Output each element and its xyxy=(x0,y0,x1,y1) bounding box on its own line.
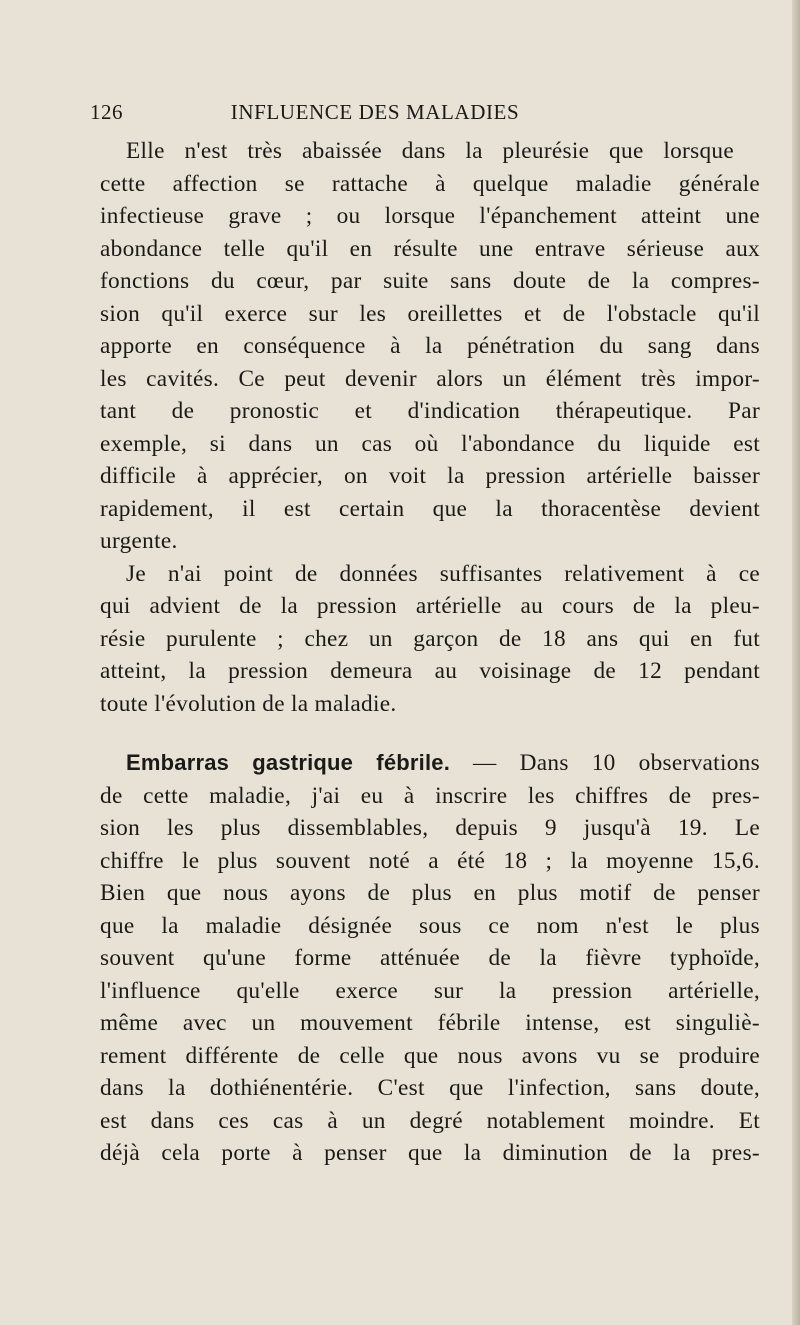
text-line: sion les plus dissemblables, depuis 9 jusqu'à 19. Le xyxy=(100,815,760,841)
text-line: tant de pronostic et d'indication thérapeutique. Par xyxy=(100,398,760,424)
text-line: apporte en conséquence à la pénétration du sang dans xyxy=(100,333,760,359)
text-line: l'influence qu'elle exerce sur la pression artérielle, xyxy=(100,977,760,1004)
section-first-line-text: — Dans 10 observations xyxy=(450,750,760,776)
text-line: dans la dothiénentérie. C'est que l'infection, sans doute, xyxy=(100,1075,760,1101)
paragraph-pleuresie xyxy=(100,135,760,558)
section-embarras-gastrique xyxy=(100,747,760,1170)
text-line: chiffre le plus souvent noté a été 18 ; la moyenne 15,6. xyxy=(100,847,760,874)
text-line: abondance telle qu'il en résulte une entrave sérieuse aux xyxy=(100,235,760,262)
text-line: Bien que nous ayons de plus en plus motif de penser xyxy=(100,880,760,906)
text-line: que la maladie désignée sous ce nom n'est le plus xyxy=(100,912,760,939)
text-line: Je n'ai point de données suffisantes relativement à ce xyxy=(126,560,760,587)
text-line: rapidement, il est certain que la thoracentèse devient xyxy=(100,495,760,522)
text-line: sion qu'il exerce sur les oreillettes et de l'obstacle qu'il xyxy=(100,300,760,327)
paragraph-pleuresie-purulente xyxy=(100,558,760,721)
text-line: urgente. xyxy=(100,528,178,554)
text-line: est dans ces cas à un degré notablement moindre. Et xyxy=(100,1107,760,1134)
text-line: Elle n'est très abaissée dans la pleurésie que lorsque xyxy=(126,138,734,164)
text-line: toute l'évolution de la maladie. xyxy=(100,690,397,717)
text-line: même avec un mouvement fébrile intense, est singuliè- xyxy=(100,1010,760,1036)
page-number: 126 xyxy=(90,100,123,124)
text-line: atteint, la pression demeura au voisinage de 12 pendant xyxy=(100,658,760,684)
section-heading: Embarras gastrique fébrile. xyxy=(126,750,451,775)
section-gap xyxy=(100,720,760,747)
text-line: de cette maladie, j'ai eu à inscrire les chiffres de pres- xyxy=(100,782,760,809)
text-line: les cavités. Ce peut devenir alors un élément très impor- xyxy=(100,365,760,392)
text-line: cette affection se rattache à quelque maladie générale xyxy=(100,170,760,197)
text-line: rement différente de celle que nous avons vu se produire xyxy=(100,1042,760,1069)
text-line: exemple, si dans un cas où l'abondance du liquide est xyxy=(100,430,760,457)
text-line: souvent qu'une forme atténuée de la fièvre typhoïde, xyxy=(100,945,760,971)
body-text xyxy=(100,135,760,1170)
text-line: difficile à apprécier, on voit la pression artérielle baisser xyxy=(100,463,760,489)
page-edge xyxy=(792,0,800,1325)
text-line: infectieuse grave ; ou lorsque l'épanchement atteint une xyxy=(100,203,760,229)
header-title: INFLUENCE DES MALADIES xyxy=(230,100,520,124)
text-line: fonctions du cœur, par suite sans doute de la compres- xyxy=(100,268,760,294)
text-line: qui advient de la pression artérielle au cours de la pleu- xyxy=(100,593,760,619)
text-line: déjà cela porte à penser que la diminution de la pres- xyxy=(100,1140,760,1166)
running-head xyxy=(90,100,730,130)
text-line: résie purulente ; chez un garçon de 18 ans qui en fut xyxy=(100,625,760,652)
section-first-line xyxy=(100,747,760,780)
